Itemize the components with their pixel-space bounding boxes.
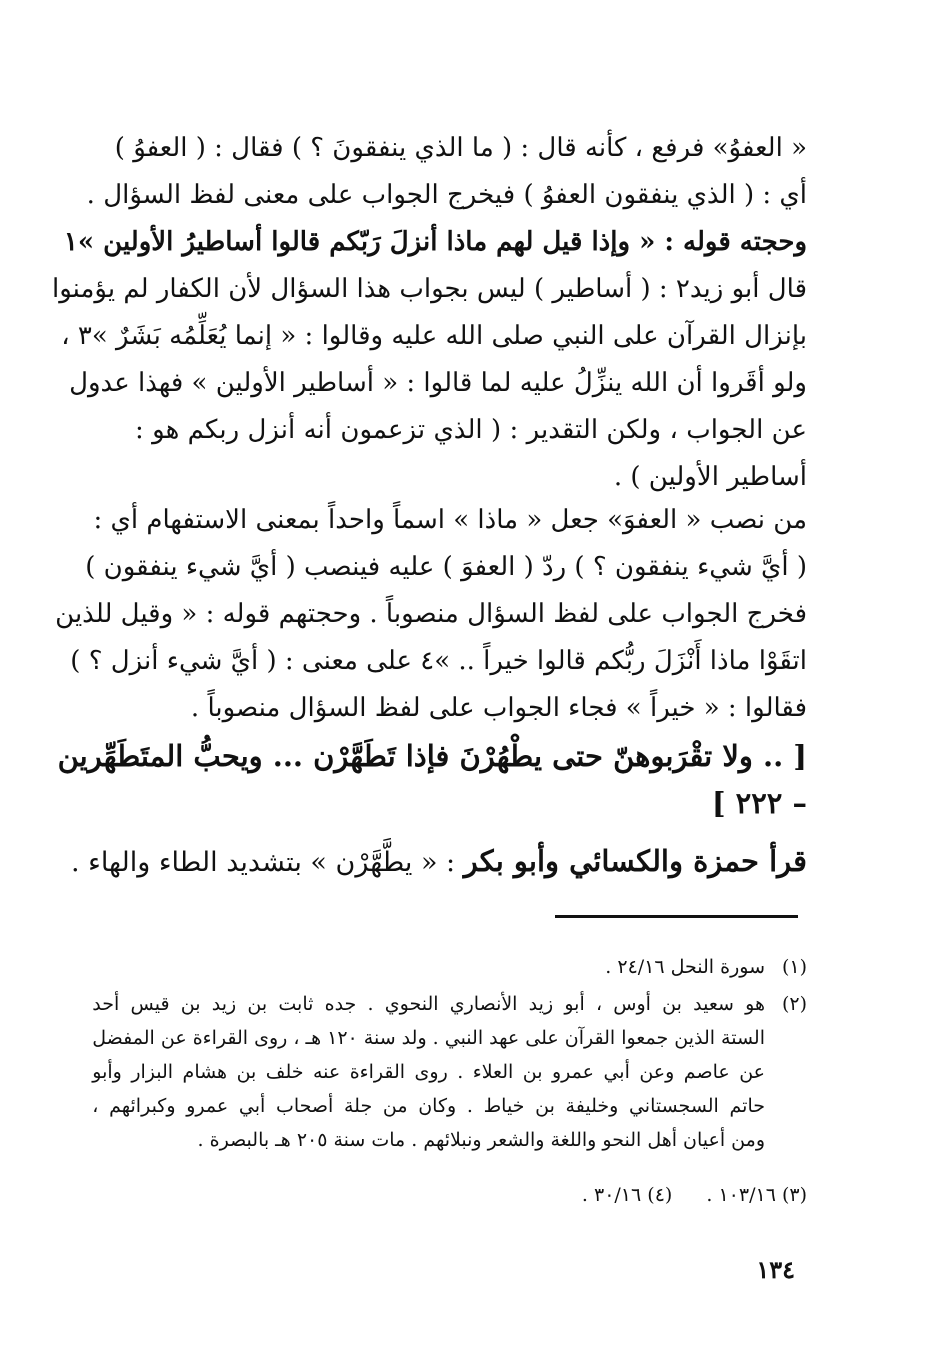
footnote-line: حاتم السجستاني وخليفة بن خياط . وكان من جلة أصحاب أبي عمرو وكبرائهم ، <box>92 1095 765 1117</box>
footnote-line: هو سعيد بن أوس ، أبو زيد الأنصاري النحوي . جده ثابت بن زيد بن قيس أحد <box>92 993 765 1015</box>
reading-detail: : « يطَّهَّرْن » بتشديد الطاء والهاء . <box>70 847 464 878</box>
footnote-4: (٤) ٣٠/١٦ . <box>581 1184 673 1206</box>
text-line: ولو أقَروا أن الله ينزِّلُ عليه لما قالوا : « أساطير الأولين » فهذا عدول <box>69 368 807 398</box>
footnote-line: ومن أعيان أهل النحو واللغة والشعر ونبلائهم . مات سنة ٢٠٥ هـ بالبصرة . <box>197 1129 765 1151</box>
text-line: ( أيَّ شيء ينفقون ؟ ) ردّ ( العفوَ ) عليه فينصب ( أيَّ شيء ينفقون ) <box>85 552 807 582</box>
footnote-divider <box>555 915 798 918</box>
text-line: أساطير الأولين ) . <box>613 462 807 492</box>
footnote-number: (١) <box>781 956 807 978</box>
text-line: من نصب « العفوَ» جعل « ماذا » اسماً واحداً بمعنى الاستفهام أي : <box>93 505 807 535</box>
footnote-line: عن عاصم وعن أبي عمرو بن العلاء . روى القراءة عنه خلف بن هشام البزار وأبو <box>92 1061 765 1083</box>
paragraph-2 <box>55 497 807 732</box>
reading-note <box>70 838 807 886</box>
text-line: فخرج الجواب على لفظ السؤال منصوباً . وحجتهم قوله : « وقيل للذين <box>55 599 807 629</box>
verse-heading <box>57 733 807 827</box>
text-line: قال أبو زيد٢ : ( أساطير ) ليس بجواب هذا السؤال لأن الكفار لم يؤمنوا <box>51 274 807 304</box>
footnotes-3-4 <box>135 1178 807 1212</box>
text-line: اتقَوْا ماذا أَنْزَلَ ربُّكم قالوا خيراً .. »٤ على معنى : ( أيَّ شيء أنزل ؟ ) <box>70 646 807 676</box>
footnote-2 <box>92 987 807 1157</box>
text-line: وحجته قوله : « وإذا قيل لهم ماذا أنزلَ رَبّكم قالوا أساطيرُ الأولين »١ <box>63 227 807 257</box>
paragraph-1 <box>51 125 807 501</box>
text-line: بإنزال القرآن على النبي صلى الله عليه وقالوا : « إنما يُعَلِّمُه بَشَرٌ »٣ ، <box>61 321 807 351</box>
text-line: أي : ( الذي ينفقون العفوُ ) فيخرج الجواب على معنى لفظ السؤال . <box>86 180 807 210</box>
footnote-line: سورة النحل ٢٤/١٦ . <box>605 956 765 978</box>
text-line: عن الجواب ، ولكن التقدير : ( الذي تزعمون أنه أنزل ربكم هو : <box>135 415 807 445</box>
footnote-3: (٣) ١٠٣/١٦ . <box>706 1184 807 1206</box>
reading-readers: قرأ حمزة والكسائي وأبو بكر <box>463 844 807 878</box>
footnote-number: (٢) <box>781 993 807 1015</box>
footnote-1 <box>135 950 807 984</box>
footnote-line: الستة الذين جمعوا القرآن على عهد النبي . ولد سنة ١٢٠ هـ ، روى القراءة عن المفضل <box>92 1027 765 1049</box>
text-line: فقالوا : « خيراً » فجاء الجواب على لفظ السؤال منصوباً . <box>190 693 807 723</box>
text-line: « العفوُ» فرفع ، كأنه قال : ( ما الذي ينفقونَ ؟ ) فقال : ( العفوُ ) <box>114 133 807 163</box>
verse-line: [ .. ولا تقْرَبوهنّ حتى يطْهُرْنَ فإذا تَطَهَّرْن ... ويحبُّ المتَطَهِّرين <box>57 739 807 773</box>
verse-line: – ٢٢٢ ] <box>711 786 807 820</box>
page-number: ١٣٤ <box>756 1255 795 1284</box>
